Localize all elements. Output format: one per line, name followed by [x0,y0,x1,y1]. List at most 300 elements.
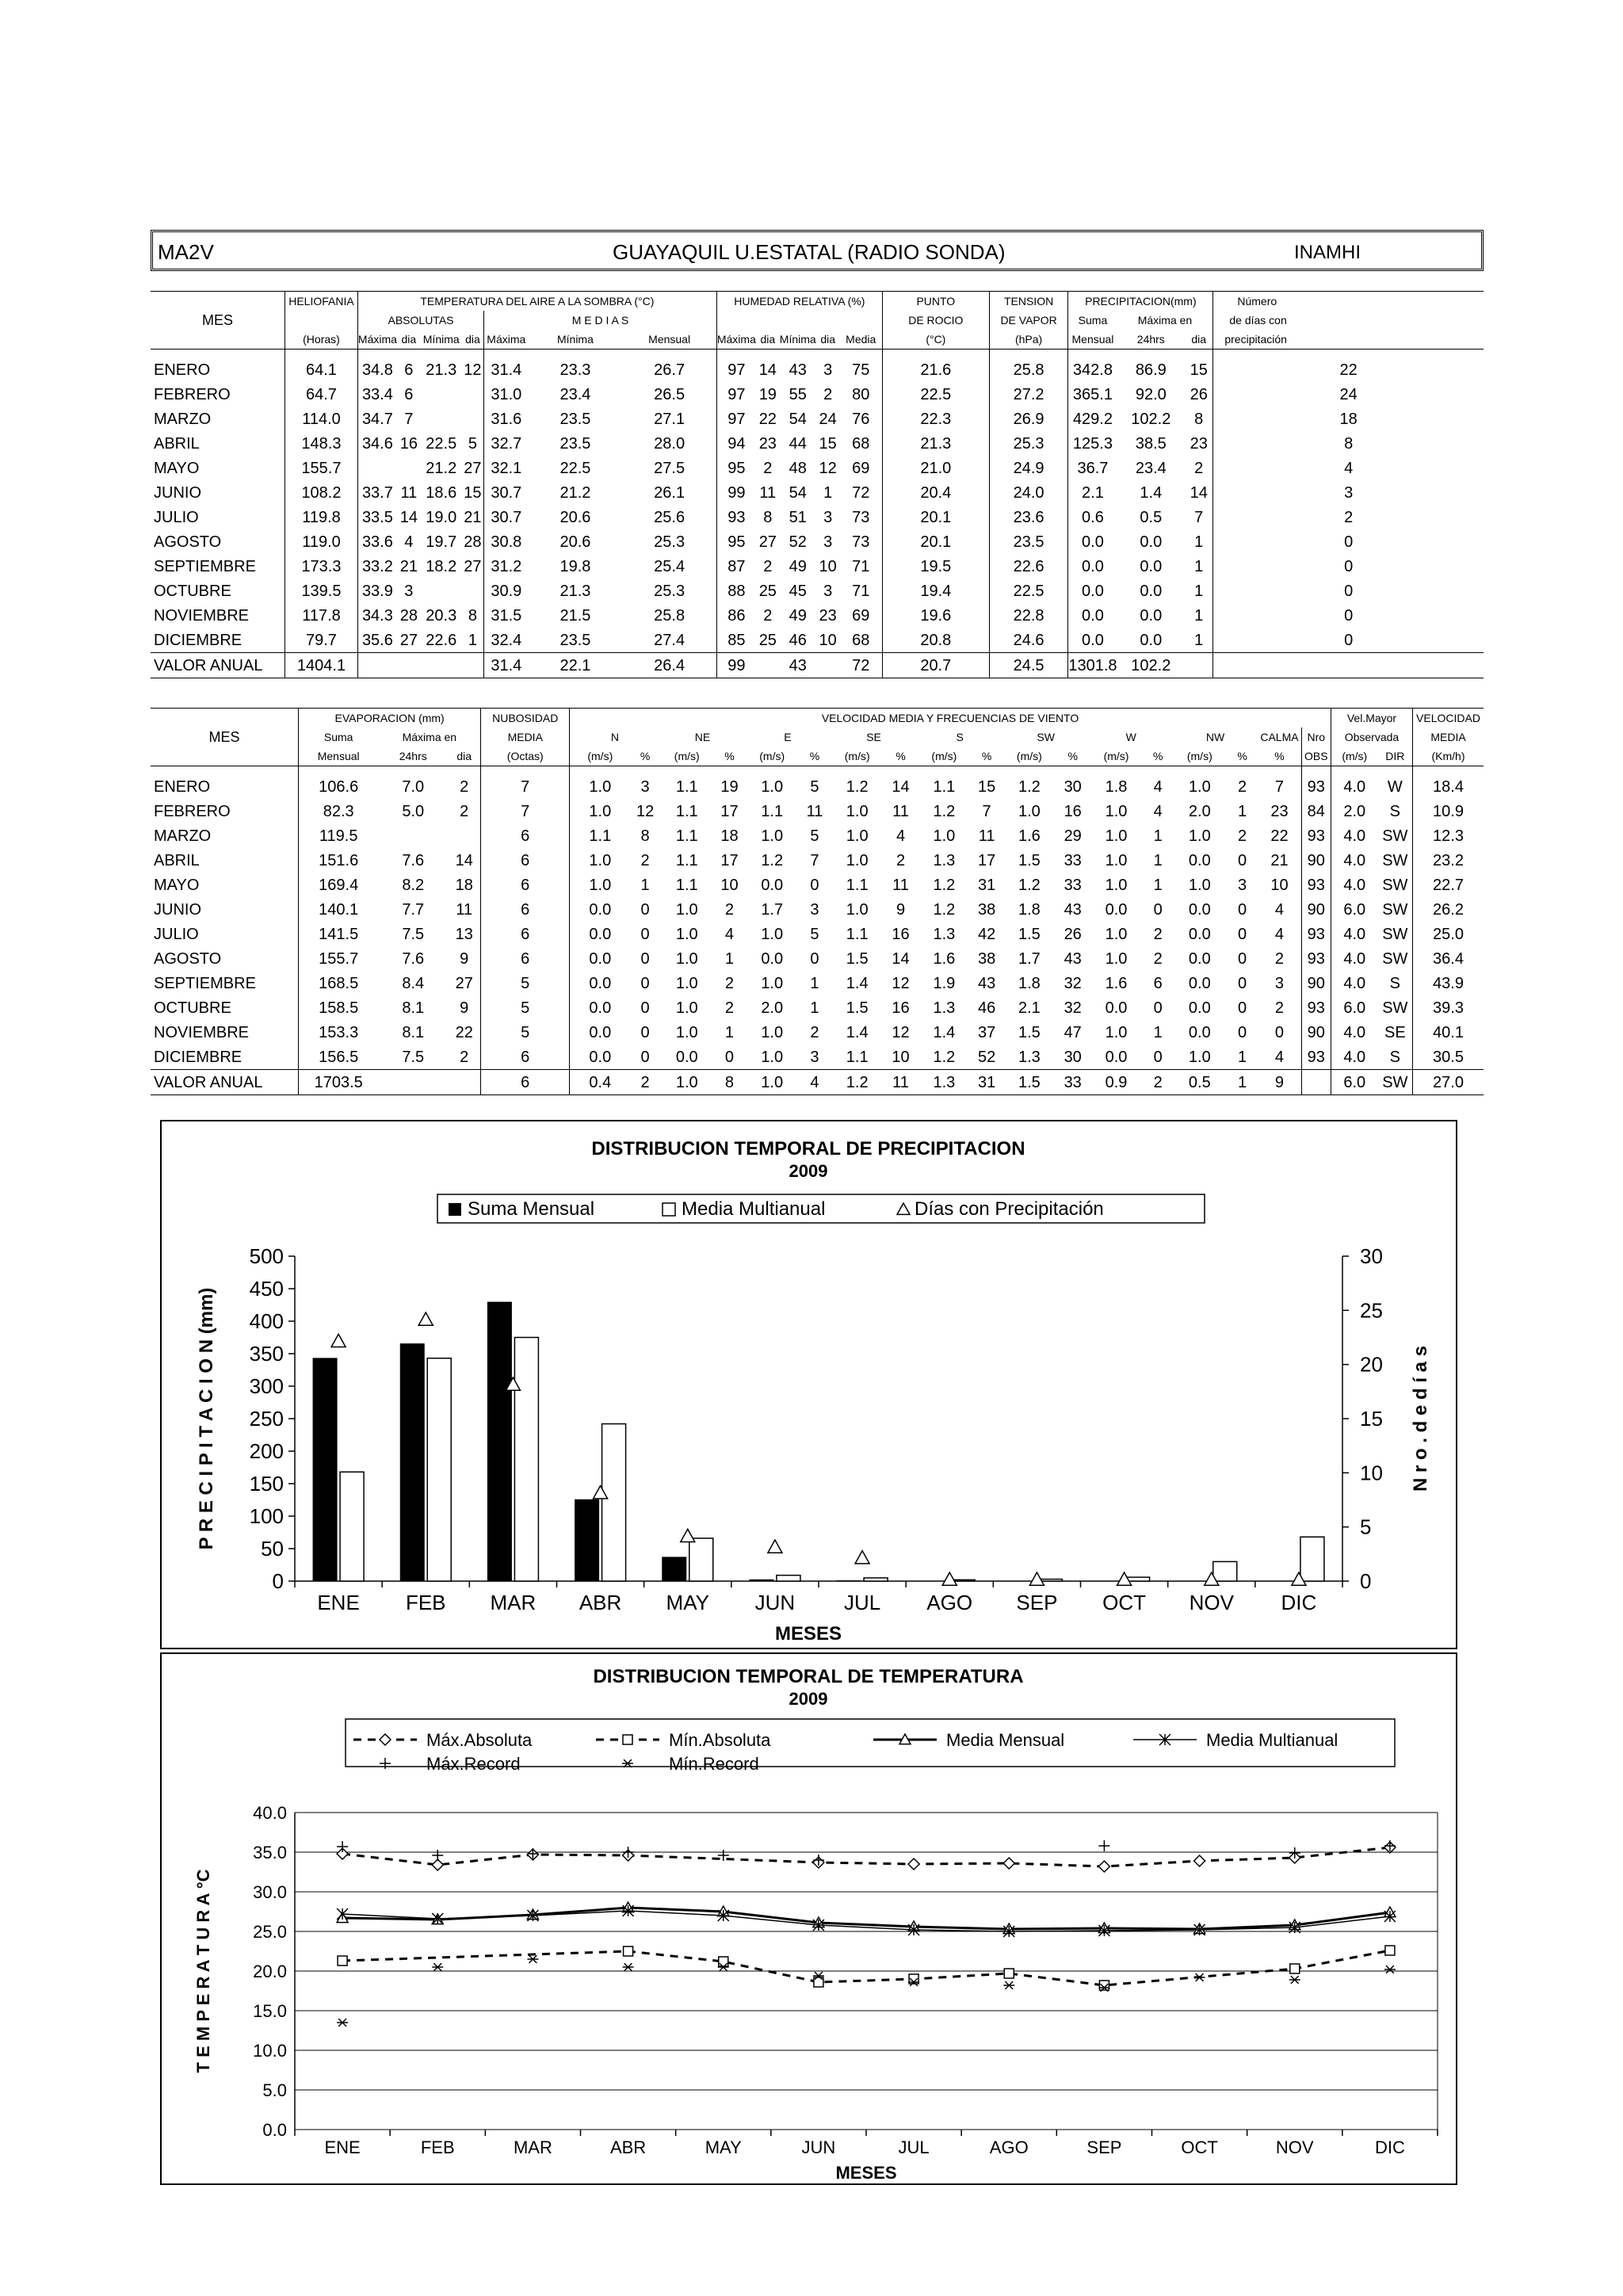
value-cell: 45 [789,582,807,600]
value-cell: 6 [481,946,570,971]
value-cell: 1.5 [846,999,869,1017]
col2-maxima-en: Máxima en [402,731,457,743]
value-cell: S [1389,1048,1400,1066]
value-cell: 1.0 [846,851,869,869]
value-cell: 25.0 [1413,922,1484,946]
value-cell: 0.0 [570,971,631,995]
value-cell: 365.1 [1068,382,1117,407]
value-cell: 108.2 [285,480,358,505]
value-cell: 1 [1237,1048,1247,1066]
value-cell: 14 [892,949,910,968]
value-cell: 1.6 [933,949,956,968]
station-name: GUAYAQUIL U.ESTATAL (RADIO SONDA) [613,240,1006,264]
value-cell: 5.0 [402,802,425,820]
value-cell: 9 [460,949,469,968]
value-cell: 1.0 [846,900,869,919]
data-point [623,1963,634,1971]
value-cell: 2 [460,802,469,820]
value-cell: 3 [404,582,414,600]
col2-sw-ms: (m/s) [1016,750,1042,762]
value-cell: 0 [640,949,650,968]
y-tick-label: 400 [249,1309,284,1333]
x-tick-label: DIC [1374,2137,1405,2157]
value-cell: SW [1382,900,1408,919]
institution: INAMHI [1294,242,1361,263]
data-point [527,1955,538,1963]
value-cell: 30.7 [484,505,529,529]
value-cell: 10 [720,876,739,894]
table-row [151,431,1484,456]
chart-subtitle: 2009 [789,1689,828,1709]
value-cell: 40.1 [1413,1020,1484,1045]
value-cell: 1.0 [846,802,869,820]
value-cell: 2 [630,1070,659,1095]
table-row [151,628,1484,653]
value-cell: 4.0 [1331,1020,1377,1045]
value-cell: 90 [1301,897,1331,922]
value-cell: 25 [758,582,777,600]
data-point [1004,1969,1014,1978]
value-cell: 0.0 [675,1048,698,1066]
col-precip-days: precipitación [1213,330,1484,350]
value-cell: 19 [720,777,739,796]
y-tick-label: 450 [249,1277,284,1301]
value-cell: 429.2 [1068,407,1117,431]
value-cell: 1.0 [570,873,631,897]
value-cell: 99 [716,653,756,678]
col-heliofania: HELIOFANIA [285,292,358,311]
col2-w-ms: (m/s) [1103,750,1129,762]
col2-dir-n: N [570,728,660,747]
series-line [342,1950,1390,1985]
value-cell: 8 [763,508,773,526]
value-cell: 139.5 [285,579,358,603]
col2-sw-pct: % [1067,750,1078,762]
value-cell: 93 [1301,1045,1331,1070]
value-cell: 1.4 [1140,483,1163,502]
value-cell: 1.8 [1018,900,1041,919]
value-cell: 19.6 [882,603,989,628]
value-cell: 25.8 [654,606,685,625]
chart-title: DISTRIBUCION TEMPORAL DE TEMPERATURA [593,1666,1024,1687]
value-cell: 3 [823,533,833,551]
value-cell: 22.5 [559,459,591,477]
value-cell: 141.5 [298,922,378,946]
value-cell: 4.0 [1331,971,1377,995]
month-cell: NOVIEMBRE [154,1023,250,1041]
value-cell [756,653,780,678]
value-cell: 16 [892,925,910,943]
data-point [1099,1981,1109,1990]
value-cell: 18 [1213,407,1484,431]
value-cell: 1 [1194,533,1204,551]
value-cell: 1.2 [1018,876,1041,894]
value-cell: 0 [810,876,819,894]
value-cell: 1 [1153,827,1163,845]
value-cell: 1.4 [933,1023,956,1041]
value-cell: 19 [758,385,777,403]
bar-media-multianual [777,1576,800,1581]
value-cell: 22 [1213,350,1484,383]
value-cell: 15 [819,434,837,453]
y-tick-label: 0 [272,1569,284,1593]
col2-nw-pct: % [1237,750,1247,762]
value-cell: 27 [464,557,482,575]
value-cell: 20.8 [882,628,989,653]
value-cell: 0 [1153,1048,1163,1066]
value-cell: 119.8 [285,505,358,529]
value-cell: 1.0 [1105,925,1128,943]
value-cell: 1301.8 [1068,653,1117,678]
value-cell: 0.0 [1068,554,1117,579]
marker-dias-precipitacion [942,1572,957,1585]
value-cell: 5 [810,925,819,943]
value-cell: 0 [1213,603,1484,628]
table-row [151,848,1484,873]
value-cell: 31.4 [484,653,529,678]
value-cell: 3 [823,582,833,600]
value-cell: 23.5 [559,410,591,428]
value-cell: 90 [1301,1020,1331,1045]
value-cell: 6 [481,1070,570,1095]
col2-velocidad: VELOCIDAD [1413,709,1484,728]
value-cell [462,382,484,407]
legend-label: Mín.Absoluta [669,1730,771,1750]
table-row [151,382,1484,407]
value-cell: 2 [1274,949,1285,968]
value-cell: 1703.5 [298,1070,378,1095]
value-cell: 10 [892,1048,910,1066]
value-cell: 1.4 [846,1023,869,1041]
value-cell: 23 [1190,434,1208,453]
value-cell: 21.0 [882,456,989,480]
data-point [908,1859,919,1870]
value-cell: 6 [481,897,570,922]
bar-media-multianual [689,1538,713,1581]
value-cell: 68 [852,631,870,649]
value-cell: 4 [799,1070,830,1095]
y-tick-label: 200 [249,1439,284,1463]
value-cell: 2 [460,1048,469,1066]
value-cell: 20.1 [882,529,989,554]
value-cell: 1.0 [1105,876,1128,894]
marker-dias-precipitacion [418,1312,433,1325]
value-cell: 68 [852,434,870,453]
value-cell: 5 [810,777,819,796]
value-cell: 31 [971,1070,1002,1095]
value-cell: 0 [1153,900,1163,919]
value-cell: 1.1 [675,827,698,845]
value-cell [448,823,481,848]
value-cell: SW [1378,1070,1413,1095]
value-cell: 2.1 [1018,999,1041,1017]
value-cell: 1.5 [1018,1023,1041,1041]
col-hum-min-dia: dia [820,333,836,346]
y-axis-title: P R E C I P I T A C I O N (mm) [196,1287,217,1550]
value-cell: 29 [1064,827,1082,845]
value-cell: 22.5 [426,434,457,453]
value-cell: 11 [884,1070,918,1095]
value-cell: 69 [852,459,870,477]
value-cell: 1 [1194,557,1204,575]
value-cell: 43 [1064,900,1082,919]
table-row [151,873,1484,897]
value-cell: 0.0 [1188,999,1211,1017]
value-cell [397,653,421,678]
value-cell: 1.5 [846,949,869,968]
value-cell: 8.4 [402,974,425,992]
value-cell: 20.3 [426,606,457,625]
value-cell: 93 [1301,995,1331,1020]
table-row [151,971,1484,995]
value-cell: 64.7 [285,382,358,407]
value-cell: 1.0 [675,949,698,968]
value-cell: 3 [823,508,833,526]
data-point [624,1946,633,1956]
value-cell: 17 [720,802,739,820]
value-cell: 0 [640,925,650,943]
value-cell: 0 [1237,999,1247,1017]
month-cell: JUNIO [154,900,201,919]
value-cell: 33 [1064,851,1082,869]
y-tick-label: 30.0 [253,1882,287,1902]
value-cell: 95 [716,456,756,480]
data-point [337,2019,348,2027]
value-cell: 85 [716,628,756,653]
value-cell: 7 [1194,508,1204,526]
value-cell: 0 [640,999,650,1017]
value-cell: 14 [455,851,473,869]
value-cell: 25.6 [654,508,685,526]
value-cell: 4.0 [1331,848,1377,873]
value-cell: 2 [1237,827,1247,845]
value-cell: 1.0 [761,1023,784,1041]
value-cell: 21.5 [559,606,591,625]
value-cell: 4 [1274,900,1285,919]
y2-axis-title: N r o . d e d í a s [1410,1345,1431,1492]
y-tick-label: 15.0 [253,2001,287,2021]
month-cell: NOVIEMBRE [154,606,250,625]
station-header [151,230,1484,271]
value-cell: 19.7 [426,533,457,551]
value-cell: 15 [1190,361,1208,379]
value-cell: 1.2 [933,802,956,820]
value-cell: 119.5 [298,823,378,848]
value-cell: 9 [460,999,469,1017]
value-cell: 1.6 [1105,974,1128,992]
value-cell: 26.5 [654,385,685,403]
value-cell [1213,653,1484,678]
value-cell: 2 [896,851,906,869]
value-cell: 69 [852,606,870,625]
legend-swatch-media [663,1203,675,1216]
table-row [151,505,1484,529]
value-cell: 2 [724,900,735,919]
value-cell: 1.7 [761,900,784,919]
value-cell: 1.5 [1018,851,1041,869]
col2-ne-pct: % [724,750,735,762]
value-cell: 42 [977,925,996,943]
value-cell: SW [1382,949,1408,968]
y-tick-label: 35.0 [253,1843,287,1862]
climate-table-1 [151,291,1484,678]
data-point [432,1963,443,1971]
value-cell: 158.5 [298,995,378,1020]
value-cell: 0 [1213,579,1484,603]
value-cell: 3 [823,361,833,379]
value-cell: 7.7 [402,900,425,919]
value-cell: 4 [1153,802,1163,820]
month-cell: DICIEMBRE [154,1048,242,1066]
value-cell: 125.3 [1068,431,1117,456]
value-cell: 7 [810,851,819,869]
x-tick-label: NOV [1189,1591,1234,1614]
month-cell: FEBRERO [154,385,231,403]
value-cell: SW [1382,827,1408,845]
value-cell: 54 [789,410,807,428]
value-cell: 2 [1194,459,1204,477]
legend-label: Máx.Record [426,1754,521,1774]
data-point [1098,1861,1109,1872]
value-cell: 0.0 [1140,631,1163,649]
col-abs-minima: Mínima [422,333,460,346]
value-cell: 11 [978,827,995,845]
col2-suma: Suma [298,728,378,747]
value-cell: 51 [789,508,807,526]
legend-label-suma: Suma Mensual [468,1198,595,1220]
value-cell: 0 [640,1048,650,1066]
value-cell: 34.3 [357,603,397,628]
value-cell: 87 [716,554,756,579]
value-cell: 2 [1144,1070,1173,1095]
value-cell: 1 [1153,1023,1163,1041]
value-cell: 1.4 [846,974,869,992]
data-point [1290,1964,1300,1973]
value-cell: 92.0 [1135,385,1167,403]
value-cell: 1 [810,999,819,1017]
data-point [1098,1840,1109,1851]
y-tick-label: 10.0 [253,2041,287,2061]
value-cell: 5 [481,995,570,1020]
value-cell: 24.5 [989,653,1068,678]
table-row [151,766,1484,800]
value-cell: 32.4 [484,628,529,653]
value-cell: 1.0 [1188,777,1211,796]
value-cell: 11 [759,483,777,502]
col2-dir-se: SE [866,731,881,743]
value-cell: 342.8 [1068,350,1117,383]
x-tick-label: NOV [1275,2137,1314,2157]
value-cell: 43 [789,361,807,379]
value-cell: 12 [819,459,837,477]
col2-calma: CALMA [1260,731,1299,743]
col-abs-maxima: Máxima [357,330,397,350]
value-cell: 16 [892,999,910,1017]
col2-se-ms: (m/s) [844,750,870,762]
x-tick-label: DIC [1281,1591,1317,1614]
value-cell: 5 [810,827,819,845]
value-cell: 2 [823,385,833,403]
x-tick-label: OCT [1102,1591,1147,1614]
y-tick-label: 25.0 [253,1922,287,1942]
value-cell: 22.5 [989,579,1068,603]
col2-nub-media: MEDIA [481,728,570,747]
month-cell: VALOR ANUAL [151,1070,298,1095]
value-cell: 7.6 [402,949,425,968]
value-cell: 1.3 [933,851,956,869]
value-cell: 21.3 [559,582,591,600]
precipitation-chart [162,1121,1456,1648]
value-cell: 6 [404,385,414,403]
value-cell: 34.7 [357,407,397,431]
value-cell: 13 [455,925,473,943]
value-cell [462,579,484,603]
value-cell: 43.9 [1413,971,1484,995]
value-cell: 23.3 [559,361,591,379]
value-cell: 1.0 [1188,876,1211,894]
value-cell: 90 [1301,971,1331,995]
data-point [432,1850,443,1861]
value-cell: 39.3 [1413,995,1484,1020]
col2-evap-24hrs: 24hrs [399,750,427,762]
value-cell: 21 [464,508,482,526]
y2-tick-label: 25 [1360,1298,1383,1323]
value-cell: 73 [852,508,870,526]
col2-e-pct: % [809,750,820,762]
col2-velmayor-ms: (m/s) [1331,747,1377,766]
month-cell: FEBRERO [154,802,231,820]
value-cell: 21 [1270,851,1289,869]
value-cell: 1.0 [570,766,631,800]
y-axis-title: T E M P E R A T U R A °C [193,1869,213,2073]
value-cell: 49 [789,606,807,625]
value-cell: 26.9 [989,407,1068,431]
col2-calma-pct: % [1274,750,1285,762]
col2-kmh: (Km/h) [1413,747,1484,766]
value-cell: 27.5 [654,459,685,477]
value-cell: 1.0 [761,827,784,845]
bar-media-multianual [1213,1561,1237,1581]
value-cell: 72 [840,653,883,678]
value-cell: 33.5 [357,505,397,529]
x-tick-label: SEP [1016,1591,1058,1614]
value-cell: 0.0 [761,876,784,894]
value-cell: 26.1 [654,483,685,502]
col2-dir-e: E [784,731,792,743]
value-cell: 12 [892,1023,910,1041]
value-cell: 26.4 [622,653,716,678]
value-cell: 5 [481,971,570,995]
x-tick-label: JUN [801,2137,836,2157]
value-cell: 2 [763,459,773,477]
value-cell [1301,1070,1331,1095]
value-cell: 86 [716,603,756,628]
value-cell: 3 [1213,480,1484,505]
bar-media-multianual [1300,1537,1324,1581]
value-cell: 4.0 [1331,766,1377,800]
value-cell: S [1389,974,1400,992]
col-precip-mensual: Mensual [1068,330,1117,350]
value-cell: 0.4 [570,1070,631,1095]
value-cell: 10.9 [1413,799,1484,823]
value-cell: 0 [1213,628,1484,653]
value-cell: 7.6 [402,851,425,869]
value-cell: 1 [1194,582,1204,600]
x-tick-label: AGO [926,1591,973,1614]
value-cell: 0 [1237,900,1247,919]
annual-row [151,1070,1484,1095]
value-cell: 10 [1270,876,1289,894]
